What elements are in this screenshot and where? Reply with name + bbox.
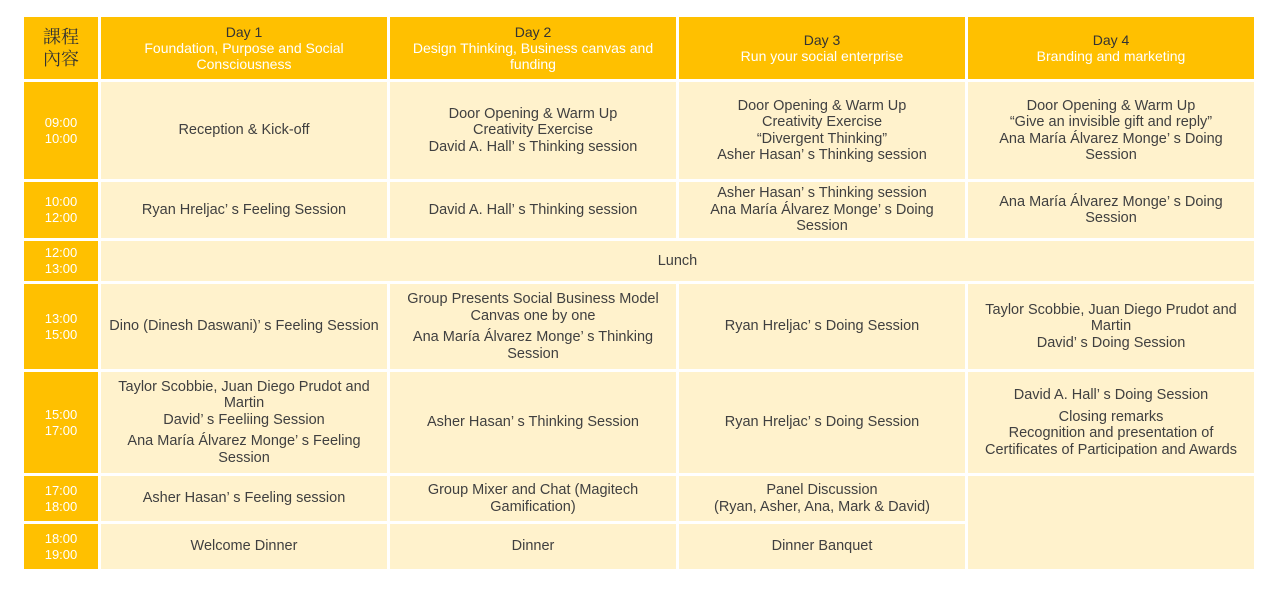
session-text: Recognition and presentation of Certificates of Participation and Awards	[984, 425, 1237, 458]
lunch-label: Lunch	[657, 252, 698, 269]
session-cell	[968, 182, 1254, 238]
session-text: Ana María Álvarez Monge’ s Doing Session	[710, 201, 934, 235]
session-cell	[390, 372, 676, 473]
course-schedule-table	[21, 14, 1257, 572]
time-end: 13:00	[44, 261, 78, 276]
session-text: Taylor Scobbie, Juan Diego Prudot and Martin	[985, 301, 1237, 335]
session-text: “Give an invisible gift and reply”	[1009, 114, 1213, 130]
session-cell	[679, 182, 965, 238]
day-1-header	[101, 17, 387, 79]
time-end: 12:00	[44, 210, 78, 225]
session-text: Reception & Kick-off	[178, 122, 310, 139]
day-4-header	[968, 17, 1254, 79]
schedule-row	[24, 284, 1254, 369]
empty-cell	[968, 476, 1254, 569]
schedule-row	[24, 476, 1254, 521]
session-text: David A. Hall’ s Thinking session	[428, 138, 638, 155]
session-cell	[101, 182, 387, 238]
session-text: Door Opening & Warm Up	[448, 105, 618, 122]
corner-label-2: 內容	[43, 49, 79, 69]
session-text: David A. Hall’ s Doing Session	[1013, 387, 1209, 403]
session-text: Group Mixer and Chat (Magitech Gamification)	[427, 482, 639, 515]
day-theme: Branding and marketing	[1036, 48, 1186, 64]
session-text: Ryan Hreljac’ s Doing Session	[724, 318, 920, 335]
session-cell	[390, 284, 676, 369]
time-start: 18:00	[44, 530, 78, 546]
session-text: Asher Hasan’ s Feeling session	[142, 490, 346, 507]
corner-header	[24, 17, 98, 79]
session-text: Ryan Hreljac’ s Feeling Session	[141, 201, 347, 218]
session-text: Group Presents Social Business Model Canvas one by one	[407, 291, 659, 324]
session-text: Door Opening & Warm Up	[1026, 97, 1196, 114]
time-end: 18:00	[44, 498, 78, 514]
time-start: 13:00	[44, 310, 78, 326]
time-end: 10:00	[44, 130, 78, 146]
session-cell	[390, 82, 676, 179]
time-start: 12:00	[44, 245, 78, 260]
time-slot	[24, 82, 98, 179]
session-text: Dinner	[511, 538, 555, 555]
time-start: 17:00	[44, 482, 78, 498]
session-cell	[679, 524, 965, 569]
session-text: Dino (Dinesh Daswani)’ s Feeling Session	[109, 318, 379, 335]
session-cell	[968, 284, 1254, 369]
corner-label-1: 課程	[43, 27, 79, 47]
time-start: 09:00	[44, 114, 78, 130]
session-text: Panel Discussion	[766, 482, 878, 498]
session-text: Creativity Exercise	[761, 114, 883, 130]
session-text: Welcome Dinner	[190, 538, 298, 555]
session-cell	[390, 476, 676, 521]
day-theme: Run your social enterprise	[740, 48, 904, 64]
time-end: 15:00	[44, 326, 78, 342]
time-end: 17:00	[44, 422, 78, 438]
day-3-header	[679, 17, 965, 79]
session-text: David A. Hall’ s Thinking session	[428, 201, 638, 218]
session-cell	[968, 82, 1254, 179]
day-theme: Foundation, Purpose and Social Consciousness	[144, 40, 344, 72]
session-text: Ana María Álvarez Monge’ s Doing Session	[999, 130, 1223, 163]
session-cell	[390, 182, 676, 238]
day-2-header	[390, 17, 676, 79]
time-slot	[24, 284, 98, 369]
time-slot	[24, 476, 98, 521]
session-cell	[101, 476, 387, 521]
lunch-cell	[101, 241, 1254, 281]
session-cell	[101, 524, 387, 569]
session-text: Ana María Álvarez Monge’ s Thinking Session	[412, 329, 654, 362]
session-text: Creativity Exercise	[472, 122, 594, 139]
session-text: David’ s Feeliing Session	[163, 411, 325, 428]
session-cell	[679, 372, 965, 473]
schedule-row	[24, 182, 1254, 238]
session-text: Taylor Scobbie, Juan Diego Prudot and Martin	[118, 378, 370, 412]
session-text: (Ryan, Asher, Ana, Mark & David)	[714, 498, 930, 515]
schedule-row	[24, 82, 1254, 179]
time-start: 10:00	[44, 194, 78, 209]
time-end: 19:00	[44, 546, 78, 562]
session-text: Door Opening & Warm Up	[737, 97, 907, 114]
day-theme: Design Thinking, Business canvas and funding	[412, 40, 654, 72]
day-label: Day 2	[514, 24, 552, 40]
session-text: “Divergent Thinking”	[756, 130, 888, 147]
session-text: David’ s Doing Session	[1036, 334, 1186, 351]
session-text: Asher Hasan’ s Thinking Session	[427, 414, 639, 431]
session-cell	[101, 284, 387, 369]
session-text: Ryan Hreljac’ s Doing Session	[724, 414, 920, 431]
session-cell	[679, 82, 965, 179]
session-text: Dinner Banquet	[771, 538, 873, 555]
session-text: Asher Hasan’ s Thinking session	[717, 185, 927, 202]
session-cell	[390, 524, 676, 569]
schedule-row	[24, 241, 1254, 281]
session-text: Ana María Álvarez Monge’ s Feeling Session	[127, 433, 361, 466]
day-label: Day 4	[1092, 32, 1130, 48]
header-row	[24, 17, 1254, 79]
time-slot	[24, 241, 98, 281]
day-label: Day 1	[225, 24, 263, 40]
session-cell	[101, 82, 387, 179]
time-slot	[24, 372, 98, 473]
session-cell	[679, 284, 965, 369]
session-text: Closing remarks	[1058, 408, 1164, 425]
day-label: Day 3	[803, 32, 841, 48]
session-cell	[101, 372, 387, 473]
schedule-row	[24, 372, 1254, 473]
time-slot	[24, 524, 98, 569]
session-text: Ana María Álvarez Monge’ s Doing Session	[999, 193, 1223, 226]
time-slot	[24, 182, 98, 238]
time-start: 15:00	[44, 406, 78, 422]
session-text: Asher Hasan’ s Thinking session	[717, 147, 927, 163]
session-cell	[968, 372, 1254, 473]
session-cell	[679, 476, 965, 521]
